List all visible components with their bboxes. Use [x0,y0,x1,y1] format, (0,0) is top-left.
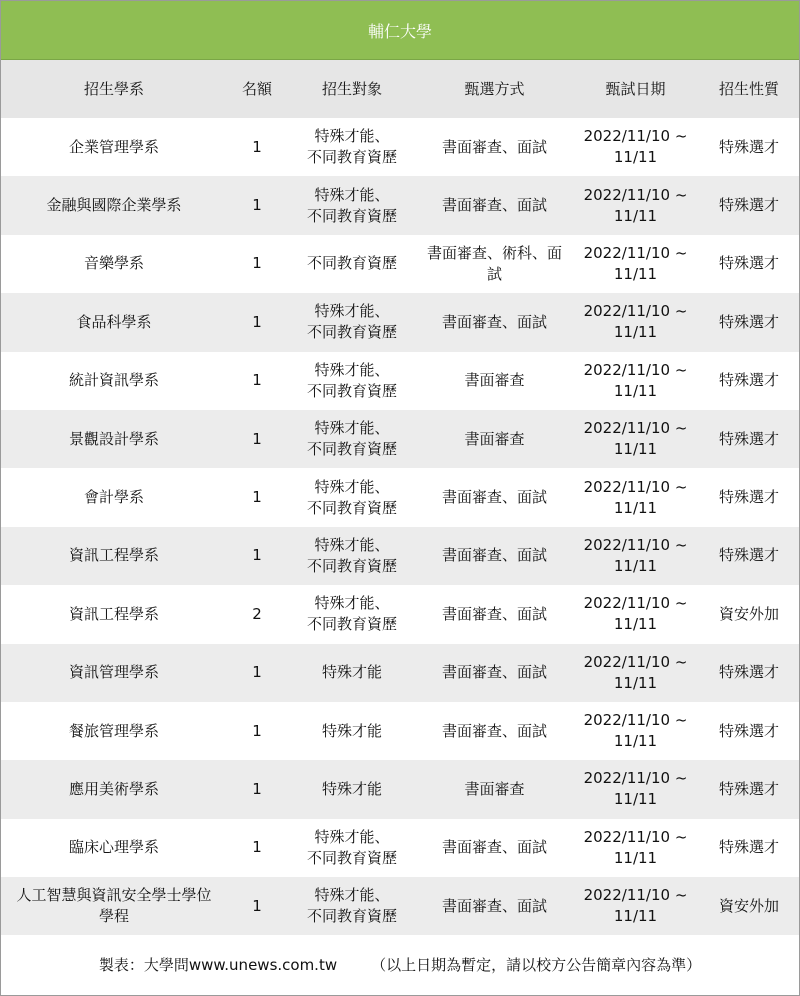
cell-type: 特殊選才 [718,371,779,390]
cell-date: 2022/11/10 ~ 11/11 [583,769,688,809]
table-row [1,644,799,702]
cell-type: 特殊選才 [718,721,779,740]
cell-method: 書面審查 [464,371,525,390]
cell-method: 書面審查、面試 [441,312,547,331]
cell-target: 特殊才能、 不同教育資歷 [306,477,397,517]
cell-target: 特殊才能 [321,721,382,740]
cell-target: 特殊才能、 不同教育資歷 [306,594,397,634]
cell-department: 應用美術學系 [68,779,159,798]
cell-target: 特殊才能、 不同教育資歷 [306,360,397,400]
cell-quota: 1 [252,137,262,156]
cell-date: 2022/11/10 ~ 11/11 [583,594,688,634]
cell-date: 2022/11/10 ~ 11/11 [583,886,688,926]
cell-method: 書面審查、面試 [441,838,547,857]
cell-department: 會計學系 [83,488,144,507]
cell-quota: 1 [252,838,262,857]
cell-target: 特殊才能 [321,663,382,682]
cell-quota: 1 [252,312,262,331]
cell-quota: 1 [252,429,262,448]
cell-type: 特殊選才 [718,254,779,273]
cell-type: 特殊選才 [718,546,779,565]
cell-type: 特殊選才 [718,779,779,798]
table-row [1,527,799,585]
header-target: 招生對象 [321,79,382,98]
cell-type: 特殊選才 [718,838,779,857]
admissions-table [1,60,799,935]
cell-target: 特殊才能、 不同教育資歷 [306,302,397,342]
cell-department: 餐旅管理學系 [68,721,159,740]
cell-type: 特殊選才 [718,312,779,331]
cell-date: 2022/11/10 ~ 11/11 [583,302,688,342]
cell-department: 人工智慧與資訊安全學士學位 學程 [16,886,212,926]
table-body [1,118,799,935]
cell-type: 特殊選才 [718,663,779,682]
cell-method: 書面審查、面試 [441,663,547,682]
cell-method: 書面審查 [464,779,525,798]
table-row [1,819,799,877]
cell-date: 2022/11/10 ~ 11/11 [583,711,688,751]
table-row [1,760,799,818]
cell-quota: 1 [252,488,262,507]
cell-date: 2022/11/10 ~ 11/11 [583,477,688,517]
cell-method: 書面審查、面試 [441,604,547,623]
cell-target: 特殊才能、 不同教育資歷 [306,886,397,926]
cell-department: 景觀設計學系 [68,429,159,448]
cell-type: 特殊選才 [718,429,779,448]
table-row [1,235,799,293]
header-department: 招生學系 [83,79,144,98]
cell-quota: 1 [252,254,262,273]
header-date: 甄試日期 [605,79,666,98]
table-row [1,410,799,468]
cell-date: 2022/11/10 ~ 11/11 [583,419,688,459]
cell-method: 書面審查、面試 [441,546,547,565]
cell-method: 書面審查、面試 [441,721,547,740]
table-row [1,352,799,410]
cell-method: 書面審查、面試 [441,196,547,215]
table-row [1,176,799,234]
cell-department: 資訊工程學系 [68,604,159,623]
cell-quota: 1 [252,546,262,565]
table-row [1,118,799,176]
cell-date: 2022/11/10 ~ 11/11 [583,127,688,167]
cell-target: 特殊才能、 不同教育資歷 [306,827,397,867]
table-row [1,702,799,760]
cell-department: 統計資訊學系 [68,371,159,390]
cell-target: 特殊才能、 不同教育資歷 [306,535,397,575]
cell-date: 2022/11/10 ~ 11/11 [583,535,688,575]
cell-target: 特殊才能、 不同教育資歷 [306,127,397,167]
header-type: 招生性質 [718,79,779,98]
cell-date: 2022/11/10 ~ 11/11 [583,652,688,692]
cell-quota: 1 [252,779,262,798]
table-title: 輔仁大學 [1,1,799,60]
table-row [1,877,799,935]
cell-quota: 1 [252,196,262,215]
cell-quota: 1 [252,371,262,390]
cell-department: 臨床心理學系 [68,838,159,857]
cell-method: 書面審查、面試 [441,896,547,915]
cell-date: 2022/11/10 ~ 11/11 [583,827,688,867]
cell-target: 不同教育資歷 [306,254,397,273]
footer-note: （以上日期為暫定，請以校方公告簡章內容為準） [371,955,702,974]
cell-quota: 1 [252,663,262,682]
cell-quota: 1 [252,896,262,915]
header-quota: 名額 [241,79,272,98]
cell-method: 書面審查、術科、面 試 [426,243,562,283]
table-row [1,585,799,643]
cell-quota: 1 [252,721,262,740]
header-method: 甄選方式 [464,79,525,98]
cell-quota: 2 [252,604,262,623]
table-footer [1,935,799,993]
cell-target: 特殊才能、 不同教育資歷 [306,185,397,225]
cell-department: 資訊工程學系 [68,546,159,565]
cell-method: 書面審查 [464,429,525,448]
table-row [1,293,799,351]
cell-department: 資訊管理學系 [68,663,159,682]
cell-type: 特殊選才 [718,196,779,215]
cell-department: 音樂學系 [83,254,144,273]
cell-date: 2022/11/10 ~ 11/11 [583,243,688,283]
footer-credit: 製表：大學問www.unews.com.tw [98,955,338,974]
table-row [1,468,799,526]
cell-department: 企業管理學系 [68,137,159,156]
cell-method: 書面審查、面試 [441,137,547,156]
cell-type: 資安外加 [718,604,779,623]
cell-type: 特殊選才 [718,488,779,507]
cell-department: 食品科學系 [76,312,152,331]
cell-type: 資安外加 [718,896,779,915]
cell-target: 特殊才能、 不同教育資歷 [306,419,397,459]
cell-department: 金融與國際企業學系 [46,196,182,215]
cell-type: 特殊選才 [718,137,779,156]
cell-date: 2022/11/10 ~ 11/11 [583,360,688,400]
cell-method: 書面審查、面試 [441,488,547,507]
table-header-row [1,60,799,118]
cell-target: 特殊才能 [321,779,382,798]
cell-date: 2022/11/10 ~ 11/11 [583,185,688,225]
